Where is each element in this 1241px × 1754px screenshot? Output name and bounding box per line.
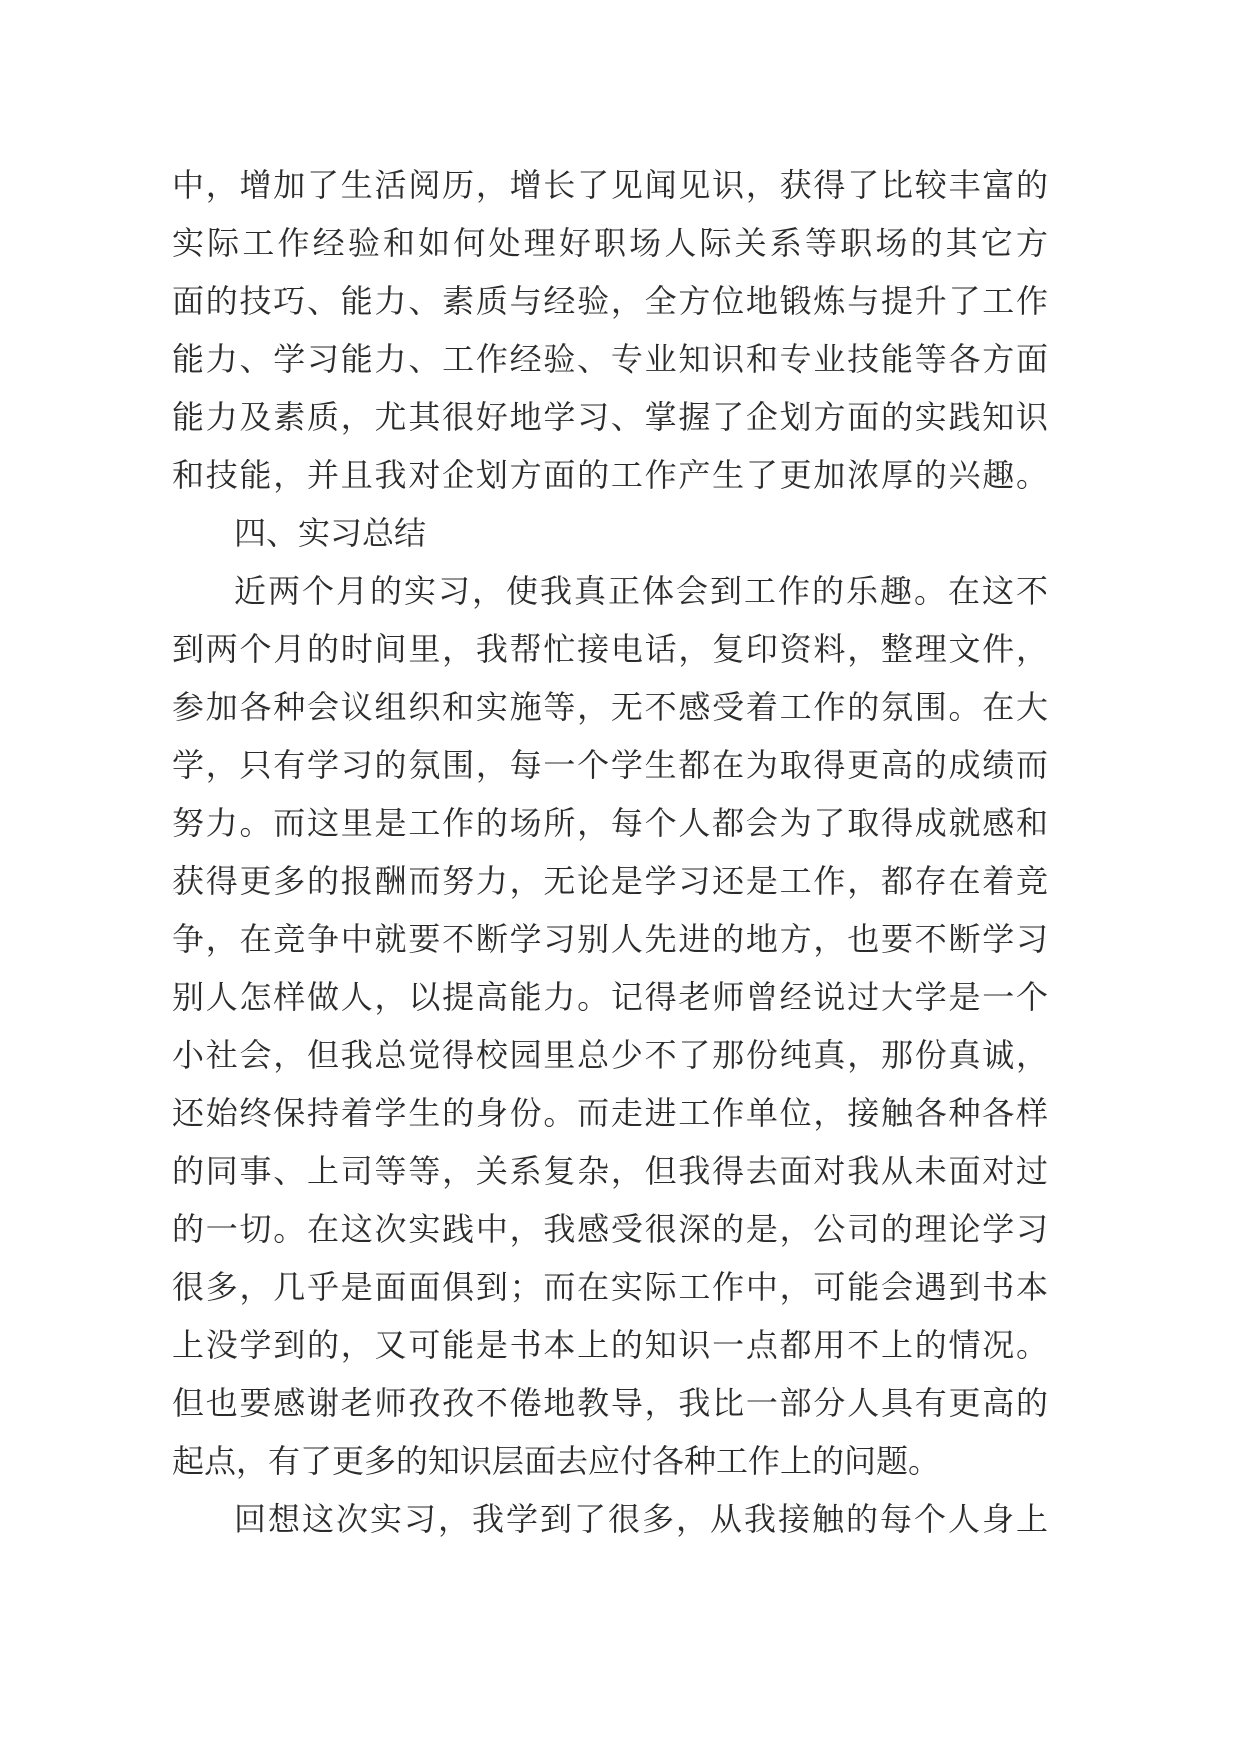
text-line: 中，增加了生活阅历，增长了见闻见识，获得了比较丰富的: [172, 166, 1048, 204]
text-line: 学，只有学习的氛围，每一个学生都在为取得更高的成绩而: [172, 746, 1048, 784]
text-line: 的一切。在这次实践中，我感受很深的是，公司的理论学习: [172, 1210, 1048, 1248]
text-line: 很多，几乎是面面俱到；而在实际工作中，可能会遇到书本: [172, 1268, 1048, 1306]
text-line: 到两个月的时间里，我帮忙接电话，复印资料，整理文件，: [172, 630, 1048, 668]
text-line: 起点，有了更多的知识层面去应付各种工作上的问题。: [172, 1442, 941, 1480]
text-line: 回想这次实习，我学到了很多，从我接触的每个人身上: [234, 1500, 1048, 1538]
text-line: 获得更多的报酬而努力，无论是学习还是工作，都存在着竞: [172, 862, 1048, 900]
text-line: 能力、学习能力、工作经验、专业知识和专业技能等各方面: [172, 340, 1048, 378]
section-heading: 四、实习总结: [234, 514, 427, 552]
text-line: 近两个月的实习，使我真正体会到工作的乐趣。在这不: [234, 572, 1048, 610]
text-line: 上没学到的，又可能是书本上的知识一点都用不上的情况。: [172, 1326, 1048, 1364]
text-line: 能力及素质，尤其很好地学习、掌握了企划方面的实践知识: [172, 398, 1048, 436]
text-line: 努力。而这里是工作的场所，每个人都会为了取得成就感和: [172, 804, 1048, 842]
text-line: 但也要感谢老师孜孜不倦地教导，我比一部分人具有更高的: [172, 1384, 1048, 1422]
text-line: 还始终保持着学生的身份。而走进工作单位，接触各种各样: [172, 1094, 1048, 1132]
text-line: 面的技巧、能力、素质与经验，全方位地锻炼与提升了工作: [172, 282, 1048, 320]
body-text: [172, 156, 1048, 1548]
text-line: 参加各种会议组织和实施等，无不感受着工作的氛围。在大: [172, 688, 1048, 726]
text-line: 实际工作经验和如何处理好职场人际关系等职场的其它方: [172, 224, 1048, 262]
text-line: 和技能，并且我对企划方面的工作产生了更加浓厚的兴趣。: [172, 456, 1048, 494]
text-line: 小社会，但我总觉得校园里总少不了那份纯真，那份真诚，: [172, 1036, 1048, 1074]
text-line: 争，在竞争中就要不断学习别人先进的地方，也要不断学习: [172, 920, 1048, 958]
text-line: 别人怎样做人，以提高能力。记得老师曾经说过大学是一个: [172, 978, 1048, 1016]
text-line: 的同事、上司等等，关系复杂，但我得去面对我从未面对过: [172, 1152, 1048, 1190]
